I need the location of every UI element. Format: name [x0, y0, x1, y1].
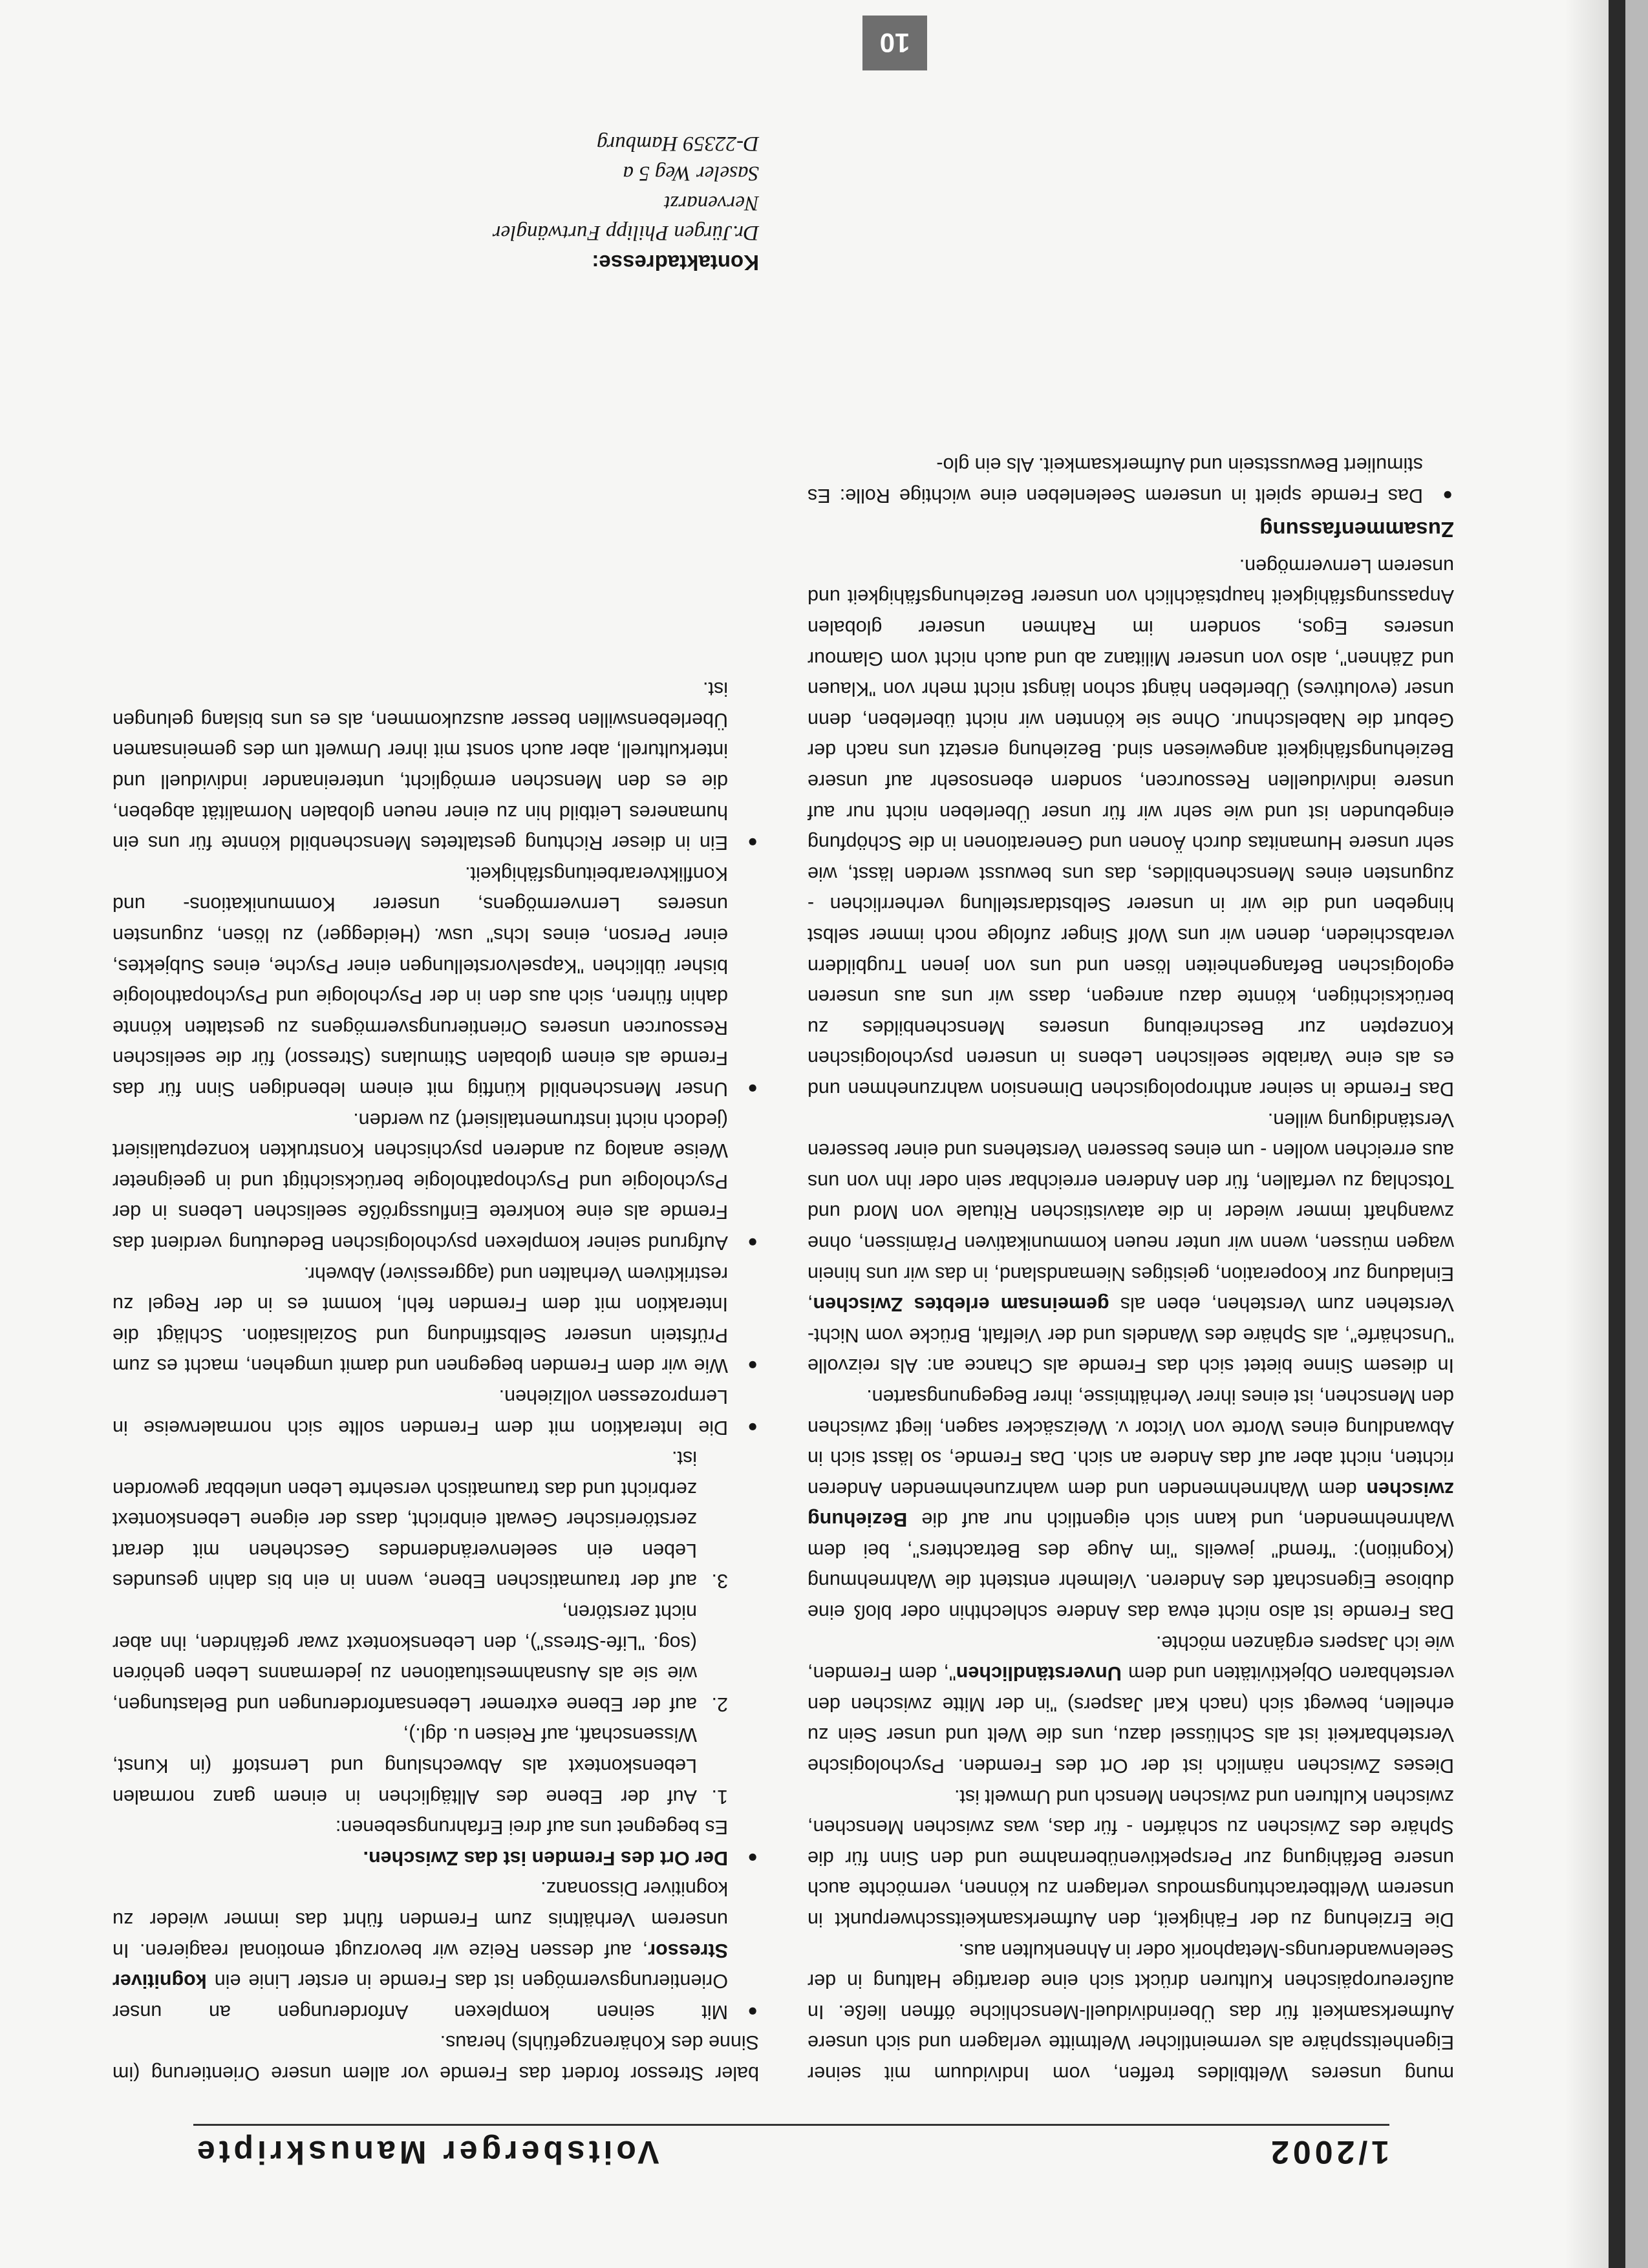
emphasis: gemeinsam erlebtes Zwischen — [813, 1293, 1109, 1316]
summary-list-continued — [112, 1812, 759, 2027]
contact-street: Saseler Weg 5 a — [623, 162, 759, 185]
paragraph: mung unseres Weltbildes treffen, vom Individuum mit seiner Eigenheitssphäre als vermeintlicher Weltmitte verlagern und sich unsere Aufmerksamkeit für das Überindividuell-Menschliche öffnen ließe. In außereuropäischen Kulturen drückt sich eine derartige Haltung in der Seelenwanderungs-Metaphorik oder in Ahnenkulten aus. — [808, 1939, 1454, 2084]
page-number: 10 — [862, 16, 927, 70]
left-column — [808, 449, 1454, 2088]
emphasis: Unverständlichen — [956, 1662, 1122, 1685]
list-item: ● Aufgrund seiner komplexen psychologischen Bedeutung verdient das Fremde als eine konkrete Einflussgröße seelischen Lebens in der Psychologie und Psychopathologie berücksichtigt und in geeigneter Weise analog zu anderen psychischen Konstrukten konzeptualisiert (jedoch nicht instrumentalisiert) zu werden. — [112, 1104, 759, 1258]
list-item: ● Mit seinen komplexen Anforderungen an unser Orientierungsvermögen ist das Fremde in erster Linie ein kognitiver Stressor, auf dessen Reize wir bevorzugt emotional reagieren. In unserem Verhältnis zum Fremden führt das immer wieder zu kognitiver Dissonanz. — [112, 1873, 759, 2027]
levels-list — [112, 1443, 728, 1812]
right-column — [112, 673, 759, 2088]
summary-heading: Zusammenfassung — [1259, 518, 1454, 542]
contact-name: Dr.Jürgen Philipp Furtwängler — [492, 221, 759, 244]
list-heading: Der Ort des Fremden ist das Zwischen. — [363, 1847, 728, 1869]
summary-list-rest — [112, 673, 759, 1443]
issue-number: 1/2002 — [1267, 2134, 1389, 2170]
list-item: ● Das Fremde spielt in unserem Seelenleben eine wichtige Rolle: Es stimuliert Bewusstsein und Aufmerksamkeit. Als ein glo- — [808, 449, 1454, 511]
contact-label: Kontaktadresse: — [592, 251, 759, 275]
running-header — [193, 2124, 1389, 2171]
paragraph: Das Fremde in seiner anthropologischen Dimension wahrzunehmen und es als eine Variable seelischen Lebens in unseren psychologischen Konzepten zur Beschreibung unseres Menschenbildes zu berücksichtigen, könnte dazu anregen, dass wir uns aus unseren egologischen Befangenheiten lösen und uns von jenen Trugbildern verabschieden, denen wir uns Wolf Singer zufolge noch immer selbst hingeben und die wir in unserer Selbstdarstellung verherrlichen - zugunsten eines Menschenbildes, das uns bewusst werden lässt, wie sehr unsere Humanitas durch Äonen und Generationen in die Schöpfung eingebunden ist und wie sehr wir für unser Überleben nicht nur auf unsere individuellen Ressourcen, sondern ebensosehr auf unsere Beziehungsfähigkeit angewiesen sind. Beziehung ersetzt uns nach der Geburt die Nabelschnur. Ohne sie könnten wir nicht überleben, denn unser (evolutives) Überleben hängt schon längst nicht mehr von "Klauen und Zähnen", also von unserer Militanz ab und auch nicht vom Glamour unseres Egos, sondern im Rahmen unserer globalen Anpassungsfähigkeit hauptsächlich von unserer Beziehungsfähigkeit und unserem Lernvermögen. — [808, 555, 1454, 1100]
contact-city: D-22359 Hamburg — [597, 132, 759, 155]
emphasis: Beziehung zwischen — [808, 1478, 1454, 1531]
list-item: 1. Auf der Ebene des Alltäglichen in einem ganz normalen Lebenskontext als Abwechslung und Lernstoff (in Kunst, Wissenschaft, auf Reisen u. dgl.), — [112, 1724, 728, 1808]
journal-title: Voitsberger Manuskripte — [193, 2134, 659, 2170]
list-item: 3. auf der traumatischen Ebene, wenn in ein bis dahin gesundes Leben ein seelenveränderndes Geschehen mit derart zerstörerischer Gewalt einbricht, dass der eigene Lebenskontext zerbricht und das traumatisch versehrte Leben unlebbar geworden ist. — [112, 1447, 728, 1593]
list-item: 2. auf der Ebene extremer Lebensanforderungen und Belastungen, wie sie als Ausnahmesituationen zu jedermanns Leben gehören (sog. "Life-Stress"), den Lebenskontext zwar gefährden, ihn aber nicht zerstören, — [112, 1601, 728, 1715]
paragraph: Das Fremde ist also nicht etwa das Andere schlechthin oder bloß eine dubiose Eigenschaft des Anderen. Vielmehr entsteht die Wahrnehmung (Kognition): "fremd" jeweils "im Auge des Betrachters", bei dem Wahrnehmenden, und kann sich eigentlich nur auf die Beziehung zwischen dem Wahrnehmenden und dem wahrzunehmenden Anderen richten, nicht aber auf das Andere an sich. Das Fremde, so lässt sich in Abwandlung eines Worte von Victor v. Weizsäcker sagen, liegt zwischen den Menschen, ist eines ihrer Verhältnisse, ihrer Begegnungsarten. — [808, 1385, 1454, 1624]
paragraph: Dieses Zwischen nämlich ist der Ort des Fremden. Psychologische Verstehbarkeit ist als Schlüssel dazu, uns die Welt und unser Sein zu erhellen, bewegt sich (nach Karl Jaspers) "in der Mitte zwischen den verstehbaren Objektivitäten und dem Unverständlichen", dem Fremden, wie ich Jaspers ergänzen möchte. — [808, 1631, 1454, 1777]
list-item: ● Wie wir dem Fremden begegnen und damit umgehen, macht es zum Prüfstein unserer Selbstfindung und Sozialisation. Schlägt die Interaktion mit dem Fremden fehl, kommt es in der Regel zu restriktivem Verhalten und (aggressiver) Abwehr. — [112, 1258, 759, 1381]
contact-address — [112, 129, 759, 277]
list-item: ● Unser Menschenbild künftig mit einem lebendigen Sinn für das Fremde als einem globalen Stimulans (Stressor) für die seelischen Ressourcen unseres Orientierungsvermögens zu gestalten könnte dahin führen, sich aus den in der Psychologie und Psychopathologie bisher üblichen "Kapselvorstellungen einer Psyche, eines Subjektes, einer Person, eines Ichs" usw. (Heidegger) zu lösen, zugunsten unseres Lernvermögens, unserer Kommunikations- und Konfliktverarbeitungsfähigkeit. — [112, 858, 759, 1104]
paragraph: baler Stressor fordert das Fremde vor allem unsere Orientierung (im Sinne des Kohärenzgefühls) heraus. — [112, 2031, 759, 2084]
contact-title: Nervenarzt — [664, 191, 759, 215]
list-item: ● Der Ort des Fremden ist das Zwischen. Es begegnet uns auf drei Erfahrungsebenen: — [112, 1812, 759, 1873]
list-item: ● Die Interaktion mit dem Fremden sollte sich normalerweise in Lernprozessen vollziehen. — [112, 1381, 759, 1442]
paragraph: In diesem Sinne bietet sich das Fremde als Chance an: Als reizvolle "Unschärfe", als Sphäre des Wandels und der Vielfalt, Brücke vom Nicht-Verstehen zum Verstehen, eben als gemeinsam erlebtes Zwischen, Einladung zur Kooperation, geistiges Niemandsland, in das wir uns hinein wagen müssen, wenn wir unter neuen kommunikativen Prämissen, ohne zwanghaft immer wieder in die atavistischen Rituale von Mord und Totschlag zu verfallen, für den Anderen erreichbar sein oder ihn von uns aus erreichen wollen - um eines besseren Verstehens und einer besseren Verständigung willen. — [808, 1108, 1454, 1377]
emphasis: kognitiver Stressor — [112, 1939, 728, 1993]
paragraph: Die Erziehung zu der Fähigkeit, den Aufmerksamkeitsschwerpunkt in unserem Weltbetrachtungsmodus verlagern zu können, vermöchte auch unsere Befähigung zur Perspektivenübernahme und den Sinn für die Sphäre des Zwischen zu schärfen - für das, was zwischen Menschen, zwischen Kulturen und zwischen Mensch und Umwelt ist. — [808, 1785, 1454, 1931]
summary-list — [808, 449, 1454, 511]
list-item: ● Ein in dieser Richtung gestaltetes Menschenbild könnte für uns ein humaneres Leitbild hin zu einer neuen globalen Normalität abgeben, die es den Menschen ermöglicht, untereinander individuell und interkulturell, aber auch sonst mit ihrer Umwelt um des gemeinsamen Überlebenswillen besser auszukommen, als es uns bislang gelungen ist. — [112, 673, 759, 858]
